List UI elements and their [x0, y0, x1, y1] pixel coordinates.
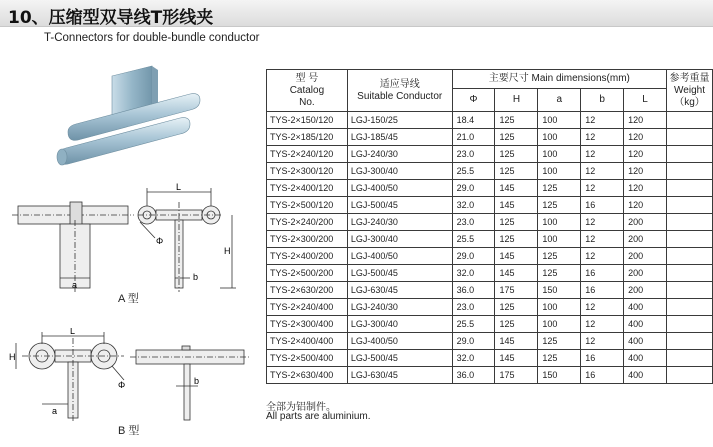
cell-weight — [667, 146, 713, 163]
cell-conductor: LGJ-500/45 — [347, 265, 452, 282]
cell-h: 175 — [495, 282, 538, 299]
cell-phi: 36.0 — [452, 367, 495, 384]
dim-label-h: H — [224, 246, 231, 256]
cell-l: 400 — [624, 316, 667, 333]
cell-conductor: LGJ-240/30 — [347, 299, 452, 316]
cell-l: 120 — [624, 112, 667, 129]
cell-l: 400 — [624, 299, 667, 316]
cell-h: 145 — [495, 197, 538, 214]
title-bar — [0, 0, 713, 27]
header-catalog — [267, 70, 348, 112]
product-photo — [40, 64, 240, 184]
cell-phi: 21.0 — [452, 129, 495, 146]
cell-h: 145 — [495, 265, 538, 282]
header-weight-en: Weight — [674, 84, 705, 96]
cell-a: 100 — [538, 316, 581, 333]
cell-conductor: LGJ-630/45 — [347, 282, 452, 299]
header-conductor — [347, 70, 452, 112]
cell-b: 12 — [581, 299, 624, 316]
type-b-label: B 型 — [118, 425, 140, 437]
subheader-l: L — [624, 89, 667, 112]
cell-weight — [667, 367, 713, 384]
cell-a: 125 — [538, 265, 581, 282]
cell-h: 125 — [495, 146, 538, 163]
subheader-a: a — [538, 89, 581, 112]
cell-weight — [667, 248, 713, 265]
cell-catalog: TYS-2×240/200 — [267, 214, 348, 231]
cell-h: 125 — [495, 129, 538, 146]
dim-label-l-b: L — [70, 328, 76, 336]
header-weight — [667, 70, 713, 112]
cell-l: 120 — [624, 146, 667, 163]
cell-a: 100 — [538, 231, 581, 248]
cell-catalog: TYS-2×240/120 — [267, 146, 348, 163]
cell-catalog: TYS-2×400/120 — [267, 180, 348, 197]
dim-label-h-b: H — [9, 352, 16, 362]
cell-a: 100 — [538, 214, 581, 231]
cell-catalog: TYS-2×630/400 — [267, 367, 348, 384]
type-b-drawing — [8, 328, 258, 428]
cell-a: 150 — [538, 282, 581, 299]
table-row — [267, 197, 713, 214]
cell-a: 100 — [538, 146, 581, 163]
cell-catalog: TYS-2×500/400 — [267, 350, 348, 367]
header-catalog-en: Catalog — [289, 84, 325, 96]
table-row — [267, 214, 713, 231]
cell-h: 145 — [495, 350, 538, 367]
cell-a: 100 — [538, 163, 581, 180]
cell-h: 125 — [495, 214, 538, 231]
cell-conductor: LGJ-240/30 — [347, 214, 452, 231]
dim-label-a: a — [72, 280, 78, 290]
cell-catalog: TYS-2×300/400 — [267, 316, 348, 333]
cell-catalog: TYS-2×300/200 — [267, 231, 348, 248]
cell-l: 400 — [624, 333, 667, 350]
cell-phi: 23.0 — [452, 214, 495, 231]
table-row — [267, 333, 713, 350]
cell-weight — [667, 299, 713, 316]
cell-weight — [667, 180, 713, 197]
subheader-h: H — [495, 89, 538, 112]
cell-b: 16 — [581, 367, 624, 384]
cell-l: 200 — [624, 282, 667, 299]
cell-b: 12 — [581, 112, 624, 129]
cell-l: 200 — [624, 265, 667, 282]
cell-h: 125 — [495, 112, 538, 129]
cell-phi: 25.5 — [452, 163, 495, 180]
table-row — [267, 248, 713, 265]
note-material-cn: 全部为铝制件。 — [266, 402, 336, 413]
cell-h: 145 — [495, 180, 538, 197]
cell-weight — [667, 231, 713, 248]
cell-weight — [667, 316, 713, 333]
cell-h: 145 — [495, 333, 538, 350]
cell-a: 125 — [538, 333, 581, 350]
cell-a: 125 — [538, 180, 581, 197]
cell-conductor: LGJ-300/40 — [347, 231, 452, 248]
cell-phi: 36.0 — [452, 282, 495, 299]
cell-weight — [667, 333, 713, 350]
table-row — [267, 282, 713, 299]
table-row — [267, 316, 713, 333]
cell-h: 125 — [495, 299, 538, 316]
cell-a: 100 — [538, 299, 581, 316]
cell-h: 175 — [495, 367, 538, 384]
cell-l: 120 — [624, 180, 667, 197]
header-weight-cn: 参考重量 — [669, 72, 710, 84]
cell-weight — [667, 214, 713, 231]
table-row — [267, 350, 713, 367]
cell-b: 16 — [581, 197, 624, 214]
type-a-drawing — [10, 180, 260, 302]
cell-phi: 29.0 — [452, 333, 495, 350]
cell-l: 120 — [624, 197, 667, 214]
cell-a: 100 — [538, 112, 581, 129]
cell-l: 120 — [624, 163, 667, 180]
table-row — [267, 299, 713, 316]
cell-phi: 32.0 — [452, 197, 495, 214]
header-conductor-en: Suitable Conductor — [357, 90, 443, 102]
cell-l: 200 — [624, 214, 667, 231]
subheader-b: b — [581, 89, 624, 112]
cell-weight — [667, 265, 713, 282]
cell-conductor: LGJ-300/40 — [347, 316, 452, 333]
cell-conductor: LGJ-150/25 — [347, 112, 452, 129]
cell-phi: 32.0 — [452, 265, 495, 282]
cell-b: 12 — [581, 316, 624, 333]
cell-phi: 18.4 — [452, 112, 495, 129]
table-row — [267, 146, 713, 163]
cell-weight — [667, 350, 713, 367]
spec-table-body — [267, 112, 713, 384]
header-conductor-cn: 适应导线 — [379, 78, 420, 90]
cell-b: 12 — [581, 333, 624, 350]
cell-b: 12 — [581, 231, 624, 248]
cell-l: 400 — [624, 367, 667, 384]
cell-catalog: TYS-2×500/120 — [267, 197, 348, 214]
cell-phi: 32.0 — [452, 350, 495, 367]
cell-conductor: LGJ-185/45 — [347, 129, 452, 146]
cell-conductor: LGJ-400/50 — [347, 248, 452, 265]
cell-conductor: LGJ-240/30 — [347, 146, 452, 163]
cell-catalog: TYS-2×185/120 — [267, 129, 348, 146]
cell-conductor: LGJ-500/45 — [347, 350, 452, 367]
header-weight-unit: （kg） — [674, 96, 705, 108]
cell-catalog: TYS-2×240/400 — [267, 299, 348, 316]
cell-catalog: TYS-2×500/200 — [267, 265, 348, 282]
type-a-label: A 型 — [118, 293, 139, 305]
subheader-phi: Φ — [452, 89, 495, 112]
cell-catalog: TYS-2×400/200 — [267, 248, 348, 265]
cell-catalog: TYS-2×630/200 — [267, 282, 348, 299]
table-row — [267, 265, 713, 282]
cell-h: 145 — [495, 248, 538, 265]
cell-l: 200 — [624, 248, 667, 265]
cell-a: 150 — [538, 367, 581, 384]
dim-label-phi-b: Φ — [118, 380, 126, 390]
cell-weight — [667, 163, 713, 180]
cell-conductor: LGJ-630/45 — [347, 367, 452, 384]
cell-b: 12 — [581, 214, 624, 231]
cell-phi: 29.0 — [452, 180, 495, 197]
cell-b: 12 — [581, 163, 624, 180]
cell-h: 125 — [495, 316, 538, 333]
table-row — [267, 367, 713, 384]
cell-a: 125 — [538, 350, 581, 367]
header-catalog-cn: 型 号 — [295, 72, 319, 84]
cell-phi: 23.0 — [452, 146, 495, 163]
cell-a: 125 — [538, 197, 581, 214]
cell-conductor: LGJ-400/50 — [347, 180, 452, 197]
cell-a: 125 — [538, 248, 581, 265]
cell-a: 100 — [538, 129, 581, 146]
cell-weight — [667, 129, 713, 146]
cell-b: 16 — [581, 265, 624, 282]
cell-h: 125 — [495, 231, 538, 248]
cell-b: 16 — [581, 350, 624, 367]
header-dimensions: 主要尺寸 Main dimensions(mm) — [452, 70, 666, 89]
cell-b: 12 — [581, 180, 624, 197]
cell-phi: 23.0 — [452, 299, 495, 316]
table-row — [267, 163, 713, 180]
table-row — [267, 231, 713, 248]
cell-catalog: TYS-2×150/120 — [267, 112, 348, 129]
cell-b: 12 — [581, 146, 624, 163]
cell-b: 16 — [581, 282, 624, 299]
cell-conductor: LGJ-500/45 — [347, 197, 452, 214]
table-row — [267, 112, 713, 129]
page-title: 10、压缩型双导线T形线夹 — [8, 8, 214, 28]
note-material-en: All parts are aluminium. — [266, 411, 371, 422]
dim-label-l: L — [176, 182, 182, 192]
spec-table — [266, 69, 713, 384]
cell-catalog: TYS-2×300/120 — [267, 163, 348, 180]
cell-weight — [667, 282, 713, 299]
cell-b: 12 — [581, 248, 624, 265]
cell-catalog: TYS-2×400/400 — [267, 333, 348, 350]
cell-weight — [667, 197, 713, 214]
cell-l: 400 — [624, 350, 667, 367]
cell-weight — [667, 112, 713, 129]
cell-b: 12 — [581, 129, 624, 146]
cell-conductor: LGJ-300/40 — [347, 163, 452, 180]
cell-phi: 29.0 — [452, 248, 495, 265]
dim-label-b: b — [193, 272, 199, 282]
table-row — [267, 180, 713, 197]
cell-l: 120 — [624, 129, 667, 146]
page-subtitle: T-Connectors for double-bundle conductor — [44, 32, 260, 44]
cell-h: 125 — [495, 163, 538, 180]
cell-conductor: LGJ-400/50 — [347, 333, 452, 350]
header-catalog-no: No. — [299, 96, 315, 108]
dim-label-a-b: a — [52, 406, 58, 416]
cell-phi: 25.5 — [452, 231, 495, 248]
cell-phi: 25.5 — [452, 316, 495, 333]
dim-label-b-b: b — [194, 376, 200, 386]
cell-l: 200 — [624, 231, 667, 248]
dim-label-phi: Φ — [156, 236, 164, 246]
table-row — [267, 129, 713, 146]
